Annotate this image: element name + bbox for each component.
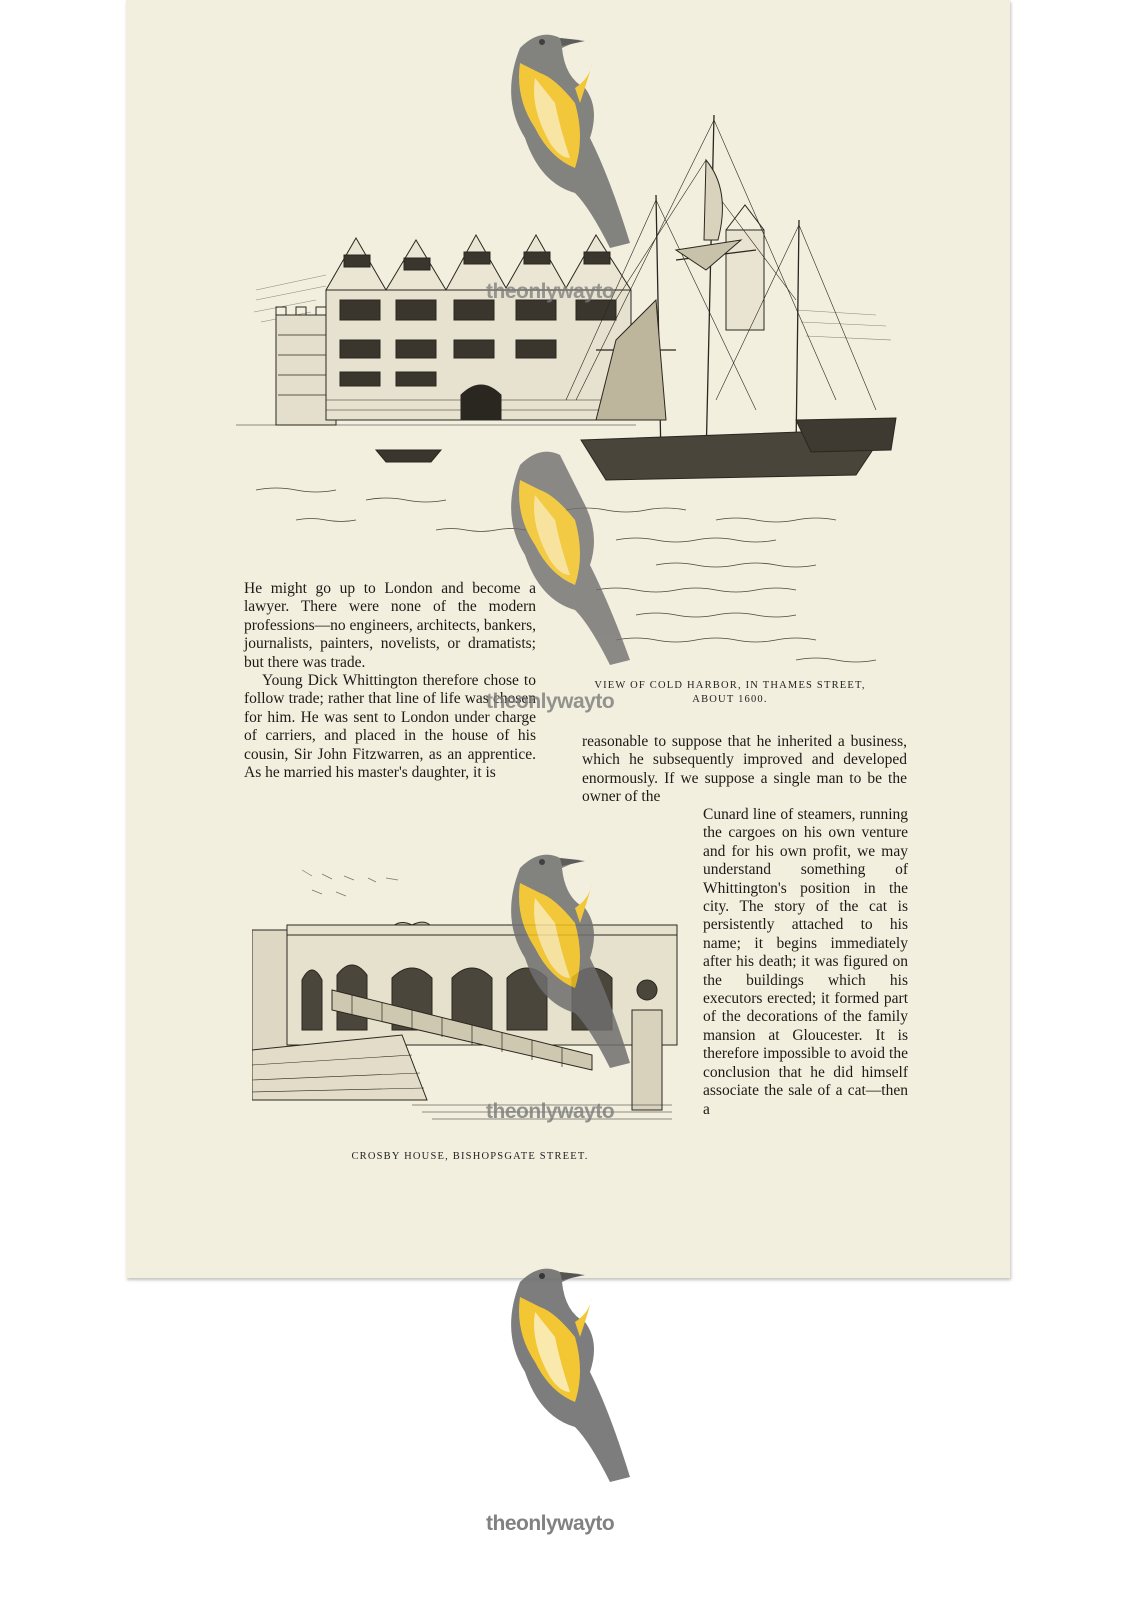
cold-harbor-caption-line2: ABOUT 1600. <box>692 694 768 705</box>
right-column-text-top <box>582 733 907 807</box>
crosby-house-caption-text: CROSBY HOUSE, BISHOPSGATE STREET. <box>351 1151 589 1162</box>
paragraph-1: He might go up to London and become a lawyer. There were none of the modern professions—no engineers, architects, bankers, journalists, painters, novelists, or dramatists; but there was trade. <box>244 580 536 671</box>
oriole-bird-watermark-bottom <box>480 1252 640 1492</box>
right-paragraph-narrow: Cunard line of steamers, running the cargoes on his own venture and for his own profit, we may understand something of Whittington's position in the city. The story of the cat is persistently attached to his name; it begins immediately after his death; it was figured on the buildings which his executors erected; it formed part of the decorations of the family mansion at Gloucester. It is therefore impossible to avoid the conclusion that he did himself associate the sale of a cat—then a <box>703 806 908 1118</box>
right-paragraph-top: reasonable to suppose that he inherited a business, which he subsequently improved and developed enormously. If we suppose a single man to be the owner of the <box>582 733 907 806</box>
oriole-bird-watermark-lower <box>480 838 640 1078</box>
watermark-text-4: theonlywayto <box>486 1512 615 1535</box>
crosby-house-caption <box>330 1150 610 1164</box>
watermark-text-2: theonlywayto <box>486 690 615 713</box>
cold-harbor-caption-line1: VIEW OF COLD HARBOR, IN THAMES STREET, <box>594 680 866 691</box>
watermark-text-3: theonlywayto <box>486 1100 615 1123</box>
oriole-bird-watermark-top <box>480 18 640 258</box>
paragraph-2: Young Dick Whittington therefore chose to follow trade; rather that line of life was chosen for him. He was sent to London under charge of carriers, and placed in the house of his cousin, Sir John Fitzwarren, as an apprentice. As he married his master's daughter, it is <box>244 672 536 782</box>
oriole-bird-watermark-middle <box>480 425 640 675</box>
right-column-text-narrow <box>703 806 908 1119</box>
watermark-text-1: theonlywayto <box>486 280 615 303</box>
